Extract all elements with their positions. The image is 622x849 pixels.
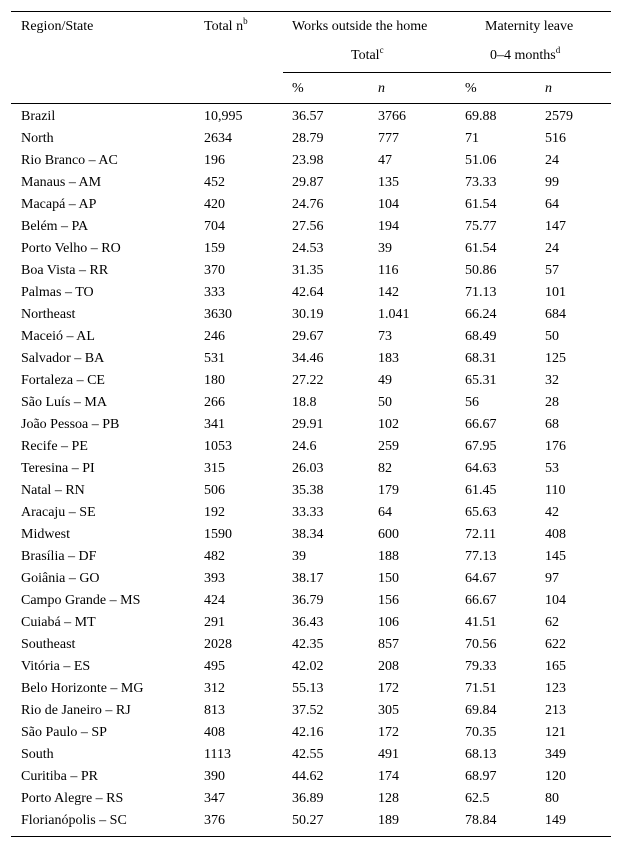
cell-works-n: 104 <box>378 197 399 212</box>
cell-region: Rio de Janeiro – RJ <box>21 703 131 718</box>
cell-maternity-pct: 79.33 <box>465 659 497 674</box>
cell-total-n: 333 <box>204 285 225 300</box>
cell-total-n: 266 <box>204 395 225 410</box>
cell-works-n: 1.041 <box>378 307 410 322</box>
cell-total-n: 1113 <box>204 747 231 762</box>
cell-works-n: 128 <box>378 791 399 806</box>
cell-maternity-n: 57 <box>545 263 559 278</box>
cell-maternity-n: 99 <box>545 175 559 190</box>
cell-maternity-pct: 56 <box>465 395 479 410</box>
cell-total-n: 452 <box>204 175 225 190</box>
cell-works-n: 64 <box>378 505 392 520</box>
cell-maternity-n: 516 <box>545 131 566 146</box>
cell-maternity-pct: 69.88 <box>465 109 497 124</box>
cell-works-pct: 28.79 <box>292 131 324 146</box>
cell-total-n: 420 <box>204 197 225 212</box>
cell-maternity-n: 97 <box>545 571 559 586</box>
cell-works-pct: 34.46 <box>292 351 324 366</box>
cell-total-n: 393 <box>204 571 225 586</box>
cell-region: Rio Branco – AC <box>21 153 118 168</box>
cell-total-n: 482 <box>204 549 225 564</box>
cell-total-n: 531 <box>204 351 225 366</box>
col-header-region: Region/State <box>21 19 94 34</box>
cell-maternity-n: 101 <box>545 285 566 300</box>
cell-maternity-pct: 68.49 <box>465 329 497 344</box>
cell-works-pct: 26.03 <box>292 461 324 476</box>
cell-maternity-pct: 77.13 <box>465 549 497 564</box>
cell-works-n: 777 <box>378 131 399 146</box>
cell-maternity-pct: 68.13 <box>465 747 497 762</box>
cell-works-n: 116 <box>378 263 399 278</box>
bottom-rule <box>11 836 611 837</box>
col-header-works-total: Total$^c$ <box>351 45 384 63</box>
cell-region: São Paulo – SP <box>21 725 107 740</box>
cell-works-n: 142 <box>378 285 399 300</box>
cell-maternity-n: 145 <box>545 549 566 564</box>
cell-works-pct: 38.34 <box>292 527 324 542</box>
cell-works-n: 208 <box>378 659 399 674</box>
cell-total-n: 408 <box>204 725 225 740</box>
cell-maternity-pct: 61.45 <box>465 483 497 498</box>
cell-works-n: 3766 <box>378 109 406 124</box>
cell-maternity-n: 80 <box>545 791 559 806</box>
cell-maternity-n: 123 <box>545 681 566 696</box>
cell-maternity-n: 165 <box>545 659 566 674</box>
cell-maternity-n: 121 <box>545 725 566 740</box>
cell-works-n: 106 <box>378 615 399 630</box>
cell-region: Cuiabá – MT <box>21 615 96 630</box>
cell-maternity-pct: 68.97 <box>465 769 497 784</box>
cell-maternity-n: 28 <box>545 395 559 410</box>
cell-region: Campo Grande – MS <box>21 593 141 608</box>
cell-maternity-pct: 69.84 <box>465 703 497 718</box>
cell-works-pct: 42.64 <box>292 285 324 300</box>
cell-maternity-pct: 71 <box>465 131 479 146</box>
cell-works-pct: 38.17 <box>292 571 324 586</box>
cell-region: Fortaleza – CE <box>21 373 105 388</box>
col-header-pct-maternity: % <box>465 81 477 96</box>
cell-works-n: 600 <box>378 527 399 542</box>
cell-maternity-n: 176 <box>545 439 566 454</box>
cell-works-pct: 24.76 <box>292 197 324 212</box>
cell-region: Midwest <box>21 527 70 542</box>
cell-total-n: 10,995 <box>204 109 243 124</box>
cell-works-pct: 42.55 <box>292 747 324 762</box>
cell-works-pct: 27.22 <box>292 373 324 388</box>
cell-total-n: 506 <box>204 483 225 498</box>
cell-total-n: 192 <box>204 505 225 520</box>
cell-works-n: 188 <box>378 549 399 564</box>
cell-maternity-n: 24 <box>545 241 559 256</box>
cell-region: Vitória – ES <box>21 659 91 674</box>
col-header-n-maternity: n <box>545 81 552 96</box>
cell-total-n: 3630 <box>204 307 232 322</box>
cell-works-n: 259 <box>378 439 399 454</box>
cell-total-n: 246 <box>204 329 225 344</box>
cell-maternity-pct: 71.51 <box>465 681 497 696</box>
cell-region: Belo Horizonte – MG <box>21 681 144 696</box>
cell-works-n: 172 <box>378 725 399 740</box>
cell-works-pct: 36.57 <box>292 109 324 124</box>
cell-works-pct: 29.87 <box>292 175 324 190</box>
cell-works-pct: 50.27 <box>292 813 324 828</box>
cell-maternity-pct: 66.67 <box>465 417 497 432</box>
cell-works-pct: 36.89 <box>292 791 324 806</box>
cell-region: Salvador – BA <box>21 351 105 366</box>
cell-works-n: 491 <box>378 747 399 762</box>
cell-maternity-n: 622 <box>545 637 566 652</box>
cell-maternity-n: 125 <box>545 351 566 366</box>
cell-maternity-pct: 61.54 <box>465 197 497 212</box>
cell-region: Aracaju – SE <box>21 505 96 520</box>
cell-works-pct: 39 <box>292 549 306 564</box>
cell-total-n: 196 <box>204 153 225 168</box>
cell-maternity-n: 2579 <box>545 109 573 124</box>
cell-region: Recife – PE <box>21 439 88 454</box>
cell-maternity-n: 53 <box>545 461 559 476</box>
cell-maternity-pct: 66.24 <box>465 307 497 322</box>
cell-works-pct: 55.13 <box>292 681 324 696</box>
cell-maternity-pct: 51.06 <box>465 153 497 168</box>
cell-works-pct: 44.62 <box>292 769 324 784</box>
cell-total-n: 495 <box>204 659 225 674</box>
cell-total-n: 390 <box>204 769 225 784</box>
cell-works-pct: 18.8 <box>292 395 317 410</box>
cell-region: Maceió – AL <box>21 329 95 344</box>
cell-maternity-n: 32 <box>545 373 559 388</box>
cell-maternity-pct: 50.86 <box>465 263 497 278</box>
cell-region: Belém – PA <box>21 219 89 234</box>
cell-maternity-pct: 70.35 <box>465 725 497 740</box>
cell-maternity-n: 149 <box>545 813 566 828</box>
cell-region: Palmas – TO <box>21 285 94 300</box>
cell-region: Southeast <box>21 637 76 652</box>
cell-total-n: 1053 <box>204 439 232 454</box>
cell-works-pct: 30.19 <box>292 307 324 322</box>
cell-works-n: 49 <box>378 373 392 388</box>
group-rule <box>283 72 611 73</box>
cell-works-pct: 31.35 <box>292 263 324 278</box>
cell-region: Northeast <box>21 307 76 322</box>
cell-works-pct: 23.98 <box>292 153 324 168</box>
cell-region: South <box>21 747 54 762</box>
cell-total-n: 180 <box>204 373 225 388</box>
cell-maternity-pct: 65.31 <box>465 373 497 388</box>
cell-works-pct: 36.79 <box>292 593 324 608</box>
col-header-maternity: Maternity leave <box>485 19 574 34</box>
cell-region: Porto Velho – RO <box>21 241 121 256</box>
cell-works-pct: 24.53 <box>292 241 324 256</box>
col-header-works-outside: Works outside the home <box>292 19 428 34</box>
cell-region: Porto Alegre – RS <box>21 791 124 806</box>
cell-works-n: 172 <box>378 681 399 696</box>
cell-total-n: 347 <box>204 791 225 806</box>
cell-maternity-n: 62 <box>545 615 559 630</box>
cell-works-pct: 24.6 <box>292 439 317 454</box>
cell-works-pct: 36.43 <box>292 615 324 630</box>
cell-region: Macapá – AP <box>21 197 97 212</box>
cell-maternity-pct: 61.54 <box>465 241 497 256</box>
cell-region: Florianópolis – SC <box>21 813 127 828</box>
cell-maternity-n: 213 <box>545 703 566 718</box>
cell-maternity-n: 24 <box>545 153 559 168</box>
cell-region: São Luís – MA <box>21 395 107 410</box>
cell-works-n: 50 <box>378 395 392 410</box>
cell-works-n: 857 <box>378 637 399 652</box>
cell-works-pct: 42.16 <box>292 725 324 740</box>
cell-maternity-pct: 64.63 <box>465 461 497 476</box>
cell-region: Teresina – PI <box>21 461 95 476</box>
cell-maternity-pct: 66.67 <box>465 593 497 608</box>
cell-total-n: 704 <box>204 219 225 234</box>
cell-maternity-n: 110 <box>545 483 566 498</box>
cell-maternity-n: 147 <box>545 219 566 234</box>
cell-works-pct: 33.33 <box>292 505 324 520</box>
cell-maternity-pct: 64.67 <box>465 571 497 586</box>
top-rule <box>11 11 611 12</box>
cell-works-pct: 27.56 <box>292 219 324 234</box>
cell-maternity-pct: 67.95 <box>465 439 497 454</box>
cell-works-n: 102 <box>378 417 399 432</box>
cell-works-n: 73 <box>378 329 392 344</box>
col-header-n-works: n <box>378 81 385 96</box>
cell-total-n: 424 <box>204 593 225 608</box>
cell-works-pct: 29.91 <box>292 417 324 432</box>
cell-works-pct: 35.38 <box>292 483 324 498</box>
cell-works-n: 82 <box>378 461 392 476</box>
cell-total-n: 1590 <box>204 527 232 542</box>
cell-total-n: 341 <box>204 417 225 432</box>
cell-total-n: 370 <box>204 263 225 278</box>
cell-works-n: 150 <box>378 571 399 586</box>
cell-works-n: 174 <box>378 769 399 784</box>
cell-maternity-n: 68 <box>545 417 559 432</box>
cell-works-n: 194 <box>378 219 399 234</box>
cell-works-n: 305 <box>378 703 399 718</box>
cell-works-pct: 42.35 <box>292 637 324 652</box>
cell-maternity-pct: 71.13 <box>465 285 497 300</box>
cell-region: Brasília – DF <box>21 549 97 564</box>
cell-region: North <box>21 131 54 146</box>
cell-maternity-n: 408 <box>545 527 566 542</box>
cell-total-n: 2028 <box>204 637 232 652</box>
cell-total-n: 315 <box>204 461 225 476</box>
cell-works-n: 183 <box>378 351 399 366</box>
cell-maternity-pct: 68.31 <box>465 351 497 366</box>
header-rule <box>11 103 611 104</box>
cell-maternity-n: 349 <box>545 747 566 762</box>
cell-total-n: 813 <box>204 703 225 718</box>
cell-maternity-n: 42 <box>545 505 559 520</box>
cell-maternity-pct: 78.84 <box>465 813 497 828</box>
cell-maternity-pct: 75.77 <box>465 219 497 234</box>
cell-maternity-pct: 62.5 <box>465 791 490 806</box>
cell-region: João Pessoa – PB <box>21 417 120 432</box>
cell-total-n: 291 <box>204 615 225 630</box>
cell-works-n: 189 <box>378 813 399 828</box>
cell-maternity-pct: 70.56 <box>465 637 497 652</box>
cell-works-n: 47 <box>378 153 392 168</box>
cell-maternity-pct: 65.63 <box>465 505 497 520</box>
cell-works-pct: 29.67 <box>292 329 324 344</box>
col-header-total: Total $n^b$ <box>204 16 248 34</box>
cell-region: Natal – RN <box>21 483 85 498</box>
cell-region: Goiânia – GO <box>21 571 100 586</box>
cell-maternity-n: 50 <box>545 329 559 344</box>
cell-total-n: 376 <box>204 813 225 828</box>
cell-maternity-n: 120 <box>545 769 566 784</box>
cell-total-n: 2634 <box>204 131 232 146</box>
cell-works-pct: 37.52 <box>292 703 324 718</box>
cell-works-n: 135 <box>378 175 399 190</box>
cell-total-n: 159 <box>204 241 225 256</box>
cell-total-n: 312 <box>204 681 225 696</box>
cell-works-n: 156 <box>378 593 399 608</box>
cell-maternity-n: 64 <box>545 197 559 212</box>
col-header-maternity-months: 0–4 months$^d$ <box>490 45 561 63</box>
cell-maternity-pct: 72.11 <box>465 527 496 542</box>
cell-region: Manaus – AM <box>21 175 102 190</box>
cell-works-pct: 42.02 <box>292 659 324 674</box>
col-header-pct-works: % <box>292 81 304 96</box>
cell-region: Curitiba – PR <box>21 769 99 784</box>
cell-maternity-n: 684 <box>545 307 566 322</box>
cell-region: Brazil <box>21 109 56 124</box>
cell-maternity-pct: 41.51 <box>465 615 497 630</box>
cell-maternity-pct: 73.33 <box>465 175 497 190</box>
cell-works-n: 179 <box>378 483 399 498</box>
cell-region: Boa Vista – RR <box>21 263 109 278</box>
cell-maternity-n: 104 <box>545 593 566 608</box>
cell-works-n: 39 <box>378 241 392 256</box>
